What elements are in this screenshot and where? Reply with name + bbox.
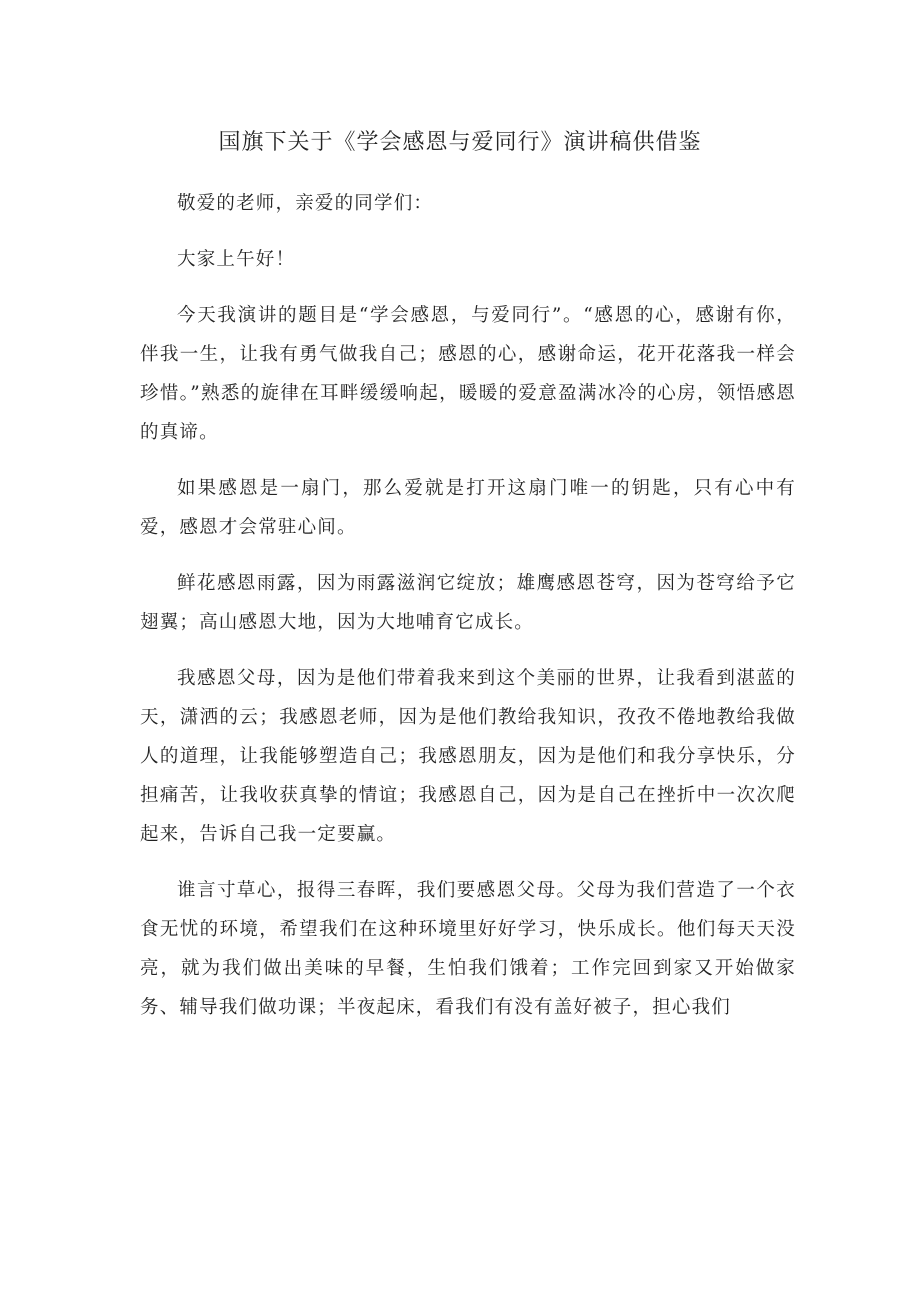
salutation: 敬爱的老师，亲爱的同学们：: [177, 193, 434, 214]
paragraph: 如果感恩是一扇门，那么爱就是打开这扇门唯一的钥匙，只有心中有爱，感恩才会常驻心间。: [140, 478, 796, 538]
document-title: 国旗下关于《学会感恩与爱同行》演讲稿供借鉴: [218, 130, 702, 155]
document-body: [140, 184, 796, 1044]
paragraph: 谁言寸草心，报得三春晖，我们要感恩父母。父母为我们营造了一个衣食无忧的环境，希望我们在这种环境里好好学习，快乐成长。他们每天天没亮，就为我们做出美味的早餐，生怕我们饿着；工作完回到家又开始做家务、辅导我们做功课；半夜起床，看我们有没有盖好被子，担心我们: [140, 880, 796, 1018]
paragraph: 鲜花感恩雨露，因为雨露滋润它绽放；雄鹰感恩苍穹，因为苍穹给予它翅翼；高山感恩大地，因为大地哺育它成长。: [140, 573, 796, 633]
paragraph: 我感恩父母，因为是他们带着我来到这个美丽的世界，让我看到湛蓝的天，潇洒的云；我感恩老师，因为是他们教给我知识，孜孜不倦地教给我做人的道理，让我能够塑造自己；我感恩朋友，因为是他们和我分享快乐，分担痛苦，让我收获真挚的情谊；我感恩自己，因为是自己在挫折中一次次爬起来，告诉自己我一定要赢。: [140, 668, 796, 845]
greeting: 大家上午好！: [177, 249, 296, 270]
paragraph: 今天我演讲的题目是“学会感恩，与爱同行”。“感恩的心，感谢有你，伴我一生，让我有勇气做我自己；感恩的心，感谢命运，花开花落我一样会珍惜。”熟悉的旋律在耳畔缓缓响起，暖暖的爱意盈满冰冷的心房，领悟感恩的真谛。: [140, 305, 796, 443]
